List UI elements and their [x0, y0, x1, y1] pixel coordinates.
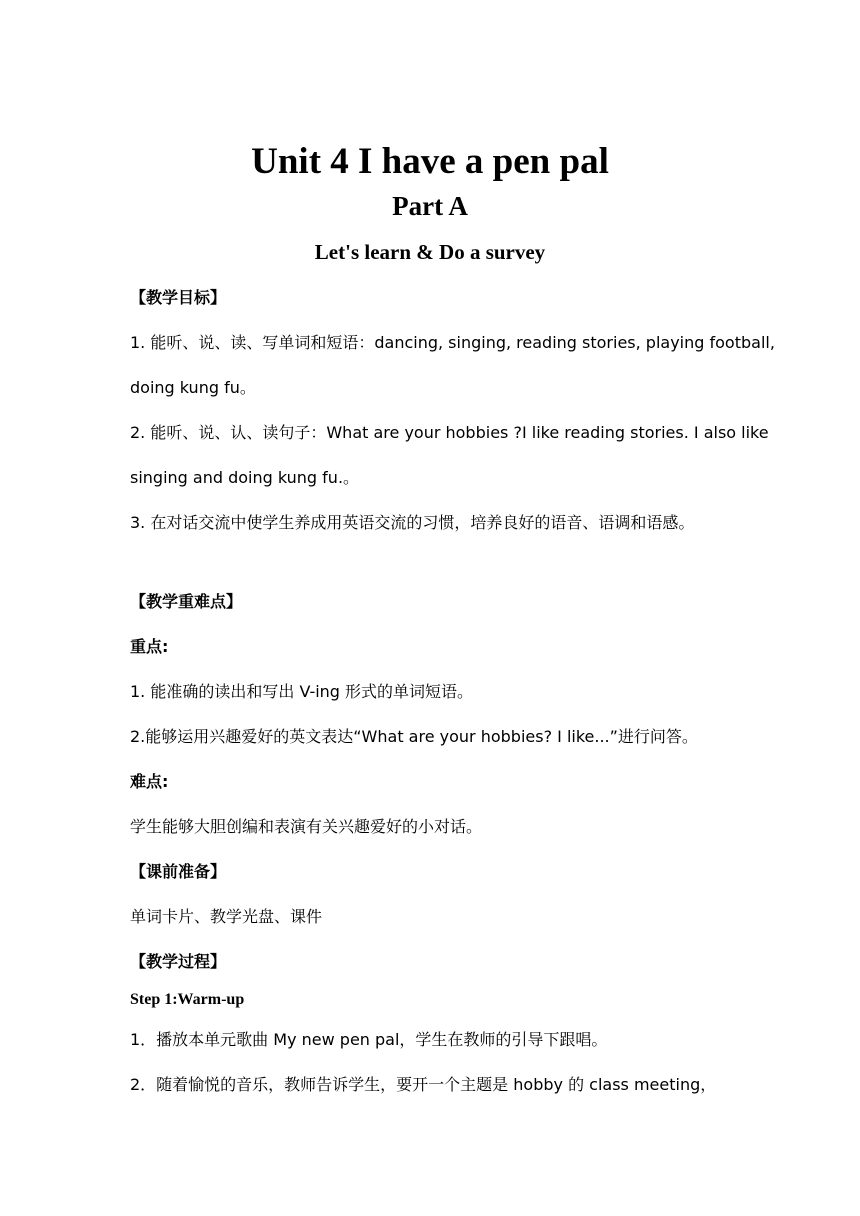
part-heading: Part A [392, 191, 468, 221]
objective-2-line-2: singing and doing kung fu.。 [130, 468, 360, 487]
objective-1-line-1: 1. 能听、说、读、写单词和短语：dancing, singing, reading stories, playing football, [130, 333, 775, 352]
lesson-heading: Let's learn & Do a survey [314, 240, 546, 264]
key-point-2: 2.能够运用兴趣爱好的英文表达“What are your hobbies? I like...”进行问答。 [130, 727, 698, 746]
process-heading: 【教学过程】 [130, 952, 227, 971]
difficult-point-1: 学生能够大胆创编和表演有关兴趣爱好的小对话。 [130, 817, 483, 836]
objective-1-line-2: doing kung fu。 [130, 378, 256, 397]
key-points-heading: 【教学重难点】 [130, 592, 243, 611]
preparation-text: 单词卡片、教学光盘、课件 [130, 907, 323, 926]
objective-3: 3. 在对话交流中使学生养成用英语交流的习惯，培养良好的语音、语调和语感。 [130, 513, 695, 532]
step-1-heading: Step 1:Warm-up [130, 991, 245, 1008]
objective-2-line-1: 2. 能听、说、认、读句子：What are your hobbies ?I like reading stories. I also like [130, 423, 769, 442]
document-title: Unit 4 I have a pen pal [251, 141, 609, 182]
step-1-item-2: 2．随着愉悦的音乐，教师告诉学生，要开一个主题是 hobby 的 class meeting， [130, 1075, 717, 1094]
key-label: 重点: [130, 637, 169, 656]
preparation-heading: 【课前准备】 [130, 862, 227, 881]
difficult-label: 难点: [130, 772, 169, 791]
objectives-heading: 【教学目标】 [130, 288, 227, 307]
step-1-item-1: 1．播放本单元歌曲 My new pen pal，学生在教师的引导下跟唱。 [130, 1030, 608, 1049]
key-point-1: 1. 能准确的读出和写出 V-ing 形式的单词短语。 [130, 682, 474, 701]
